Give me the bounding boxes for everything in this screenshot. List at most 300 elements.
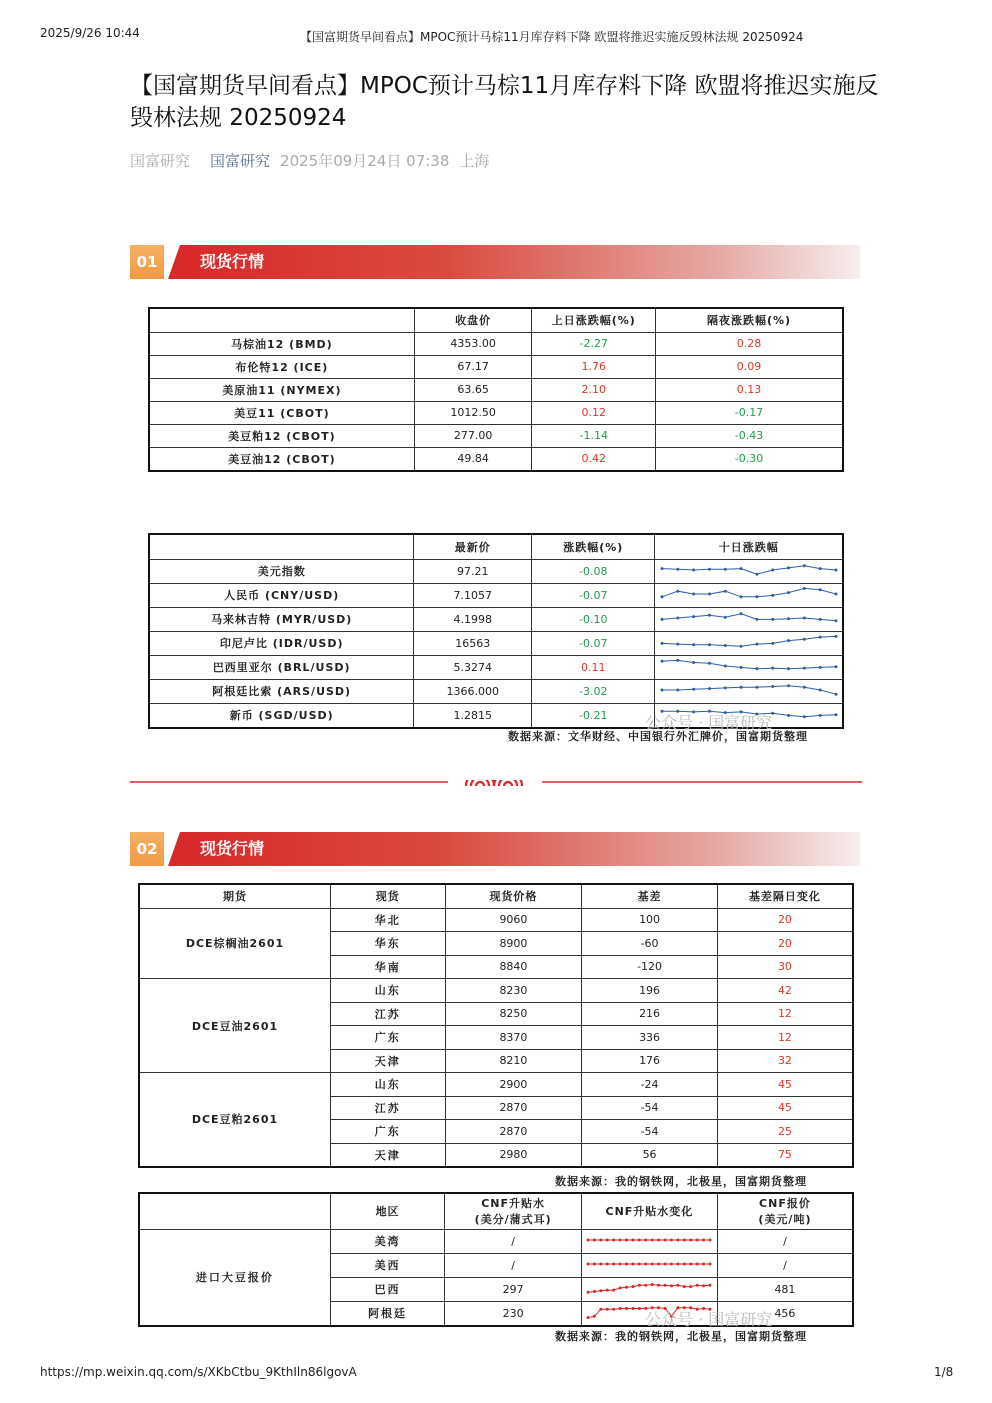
basis-change: 42	[717, 979, 853, 1003]
sparkline-point	[692, 615, 695, 618]
overnight-change: 0.28	[656, 332, 843, 355]
spot-region: 广东	[330, 1120, 445, 1144]
section-bar	[168, 832, 860, 866]
header-line: (美分/蒲式耳)	[474, 1213, 552, 1227]
sparkline-point	[834, 634, 837, 637]
header-cell: 隔夜涨跌幅(%)	[656, 308, 843, 332]
cnf-quote: /	[717, 1229, 853, 1253]
sparkline-point	[834, 568, 837, 571]
sparkline-point	[625, 1307, 628, 1310]
spot-region: 山东	[330, 1073, 445, 1097]
sparkline-point	[803, 564, 806, 567]
origin-region: 巴西	[330, 1277, 445, 1301]
table-row	[149, 447, 843, 471]
sparkline	[582, 1254, 716, 1274]
instrument-name: 马棕油12 (BMD)	[149, 332, 414, 355]
instrument-name: 美豆油12 (CBOT)	[149, 447, 414, 471]
article-date: 2025年09月24日 07:38	[280, 152, 450, 170]
sparkline-point	[787, 667, 790, 670]
instrument-name: 美豆粕12 (CBOT)	[149, 424, 414, 447]
print-page-title: 【国富期货早间看点】MPOC预计马棕11月库存料下降 欧盟将推迟实施反毁林法规 20250924	[300, 30, 804, 44]
sparkline-point	[638, 1238, 641, 1241]
latest-price: 1.2815	[414, 703, 532, 728]
sparkline-point	[677, 1283, 680, 1286]
sparkline-point	[587, 1262, 590, 1265]
sparkline-point	[658, 1238, 661, 1241]
basis-value: 216	[582, 1002, 718, 1026]
section-number: 02	[130, 832, 164, 866]
sparkline-point	[606, 1262, 609, 1265]
sparkline-point	[606, 1238, 609, 1241]
sparkline-point	[677, 1262, 680, 1265]
origin-region: 美西	[330, 1253, 445, 1277]
sparkline-point	[606, 1307, 609, 1310]
sparkline-point	[724, 567, 727, 570]
change-percent: 0.11	[532, 655, 655, 679]
cnf-quote: 481	[717, 1277, 853, 1301]
sparkline-point	[696, 1238, 699, 1241]
sparkline-point	[708, 592, 711, 595]
sparkline-point	[787, 713, 790, 716]
sparkline-point	[645, 1238, 648, 1241]
basis-value: 56	[582, 1143, 718, 1167]
sparkline-point	[818, 588, 821, 591]
basis-change: 30	[717, 955, 853, 979]
basis-value: 336	[582, 1026, 718, 1050]
sparkline	[656, 584, 842, 604]
sparkline-point	[677, 1238, 680, 1241]
sparkline-point	[613, 1288, 616, 1291]
futures-table	[148, 307, 844, 472]
table-row	[149, 424, 843, 447]
table-row	[149, 583, 843, 607]
sparkline-point	[709, 1262, 712, 1265]
sparkline-point	[690, 1262, 693, 1265]
sparkline-point	[803, 586, 806, 589]
sparkline-point	[690, 1285, 693, 1288]
close-price: 63.65	[414, 378, 532, 401]
table-row	[139, 1073, 853, 1097]
sparkline-point	[658, 1283, 661, 1286]
sparkline-point	[676, 589, 679, 592]
close-price: 4353.00	[414, 332, 532, 355]
change-percent: -3.02	[532, 679, 655, 703]
sparkline-point	[676, 616, 679, 619]
spot-price: 2900	[445, 1073, 582, 1097]
sparkline	[656, 632, 842, 652]
basis-change: 20	[717, 908, 853, 932]
basis-value: -54	[582, 1096, 718, 1120]
basis-change: 20	[717, 932, 853, 956]
ten-day-trend	[655, 583, 843, 607]
sparkline	[656, 656, 842, 676]
currency-name: 印尼卢比 (IDR/USD)	[149, 631, 414, 655]
spot-price: 2980	[445, 1143, 582, 1167]
sparkline-point	[676, 688, 679, 691]
sparkline-point	[834, 619, 837, 622]
sparkline-point	[724, 644, 727, 647]
sparkline-point	[724, 615, 727, 618]
sparkline	[582, 1230, 716, 1250]
overnight-change: -0.17	[656, 401, 843, 424]
sparkline	[582, 1278, 716, 1298]
basis-change: 25	[717, 1120, 853, 1144]
spot-price: 8230	[445, 979, 582, 1003]
sparkline-point	[739, 644, 742, 647]
futures-contract: DCE棕榈油2601	[139, 908, 330, 979]
sparkline-point	[587, 1238, 590, 1241]
fx-table	[148, 533, 844, 729]
sparkline-point	[724, 664, 727, 667]
prev-day-change: -1.14	[532, 424, 656, 447]
origin-region: 美湾	[330, 1229, 445, 1253]
basis-change: 45	[717, 1073, 853, 1097]
change-percent: -0.07	[532, 631, 655, 655]
ten-day-trend	[655, 607, 843, 631]
latest-price: 16563	[414, 631, 532, 655]
section-number: 01	[130, 245, 164, 279]
sparkline-point	[645, 1283, 648, 1286]
sparkline-point	[755, 595, 758, 598]
overnight-change: 0.09	[656, 355, 843, 378]
sparkline-point	[708, 567, 711, 570]
sparkline-point	[724, 589, 727, 592]
spot-price: 2870	[445, 1096, 582, 1120]
spot-price: 8900	[445, 932, 582, 956]
sparkline-point	[771, 666, 774, 669]
article-author: 国富研究	[130, 152, 191, 170]
prev-day-change: 0.42	[532, 447, 656, 471]
sparkline-point	[651, 1238, 654, 1241]
table-row	[149, 679, 843, 703]
sparkline-point	[676, 642, 679, 645]
basis-table	[138, 883, 854, 1168]
sparkline-point	[803, 685, 806, 688]
basis-value: 100	[582, 908, 718, 932]
currency-name: 新币 (SGD/USD)	[149, 703, 414, 728]
header-cell: 现货	[330, 884, 445, 908]
currency-name: 阿根廷比索 (ARS/USD)	[149, 679, 414, 703]
cnf-premium-trend	[581, 1253, 717, 1277]
instrument-name: 美原油11 (NYMEX)	[149, 378, 414, 401]
sparkline-point	[660, 567, 663, 570]
ten-day-trend	[655, 679, 843, 703]
sparkline-point	[724, 686, 727, 689]
currency-name: 马来林吉特 (MYR/USD)	[149, 607, 414, 631]
header-line: CNF升贴水	[481, 1197, 546, 1211]
cnf-premium: 297	[445, 1277, 582, 1301]
sparkline-point	[638, 1307, 641, 1310]
sparkline-point	[676, 658, 679, 661]
sparkline-point	[670, 1284, 673, 1287]
sparkline-point	[702, 1262, 705, 1265]
header-cell: CNF升贴水变化	[581, 1193, 717, 1229]
close-price: 49.84	[414, 447, 532, 471]
section-header-01	[130, 245, 860, 279]
sparkline-point	[600, 1238, 603, 1241]
sparkline-point	[818, 635, 821, 638]
sparkline-point	[660, 659, 663, 662]
sparkline-point	[755, 642, 758, 645]
sparkline-point	[771, 593, 774, 596]
sparkline-point	[632, 1285, 635, 1288]
spot-price: 8250	[445, 1002, 582, 1026]
futures-contract: DCE豆粕2601	[139, 1073, 330, 1167]
instrument-name: 布伦特12 (ICE)	[149, 355, 414, 378]
overnight-change: -0.43	[656, 424, 843, 447]
latest-price: 97.21	[414, 559, 532, 583]
sparkline-point	[593, 1262, 596, 1265]
header-line: (美元/吨)	[758, 1213, 812, 1227]
table-row	[149, 378, 843, 401]
basis-value: -24	[582, 1073, 718, 1097]
ten-day-trend	[655, 631, 843, 655]
sparkline-point	[709, 1238, 712, 1241]
prev-day-change: -2.27	[532, 332, 656, 355]
table-row	[149, 332, 843, 355]
sparkline-point	[696, 1262, 699, 1265]
change-percent: -0.10	[532, 607, 655, 631]
basis-value: 196	[582, 979, 718, 1003]
sparkline-point	[613, 1307, 616, 1310]
sparkline-point	[834, 713, 837, 716]
sparkline-point	[600, 1307, 603, 1310]
change-percent: -0.21	[532, 703, 655, 728]
cnf-quote: /	[717, 1253, 853, 1277]
change-percent: -0.08	[532, 559, 655, 583]
latest-price: 7.1057	[414, 583, 532, 607]
currency-name: 人民币 (CNY/USD)	[149, 583, 414, 607]
ten-day-trend	[655, 655, 843, 679]
header-cell	[139, 1193, 330, 1229]
sparkline-point	[818, 665, 821, 668]
table-row	[139, 1229, 853, 1253]
currency-name: 美元指数	[149, 559, 414, 583]
sparkline-point	[702, 1284, 705, 1287]
table-row	[149, 401, 843, 424]
sparkline-point	[818, 713, 821, 716]
sparkline-point	[787, 639, 790, 642]
prev-day-change: 1.76	[532, 355, 656, 378]
sparkline-point	[803, 666, 806, 669]
sparkline-point	[787, 617, 790, 620]
close-price: 1012.50	[414, 401, 532, 424]
account-link[interactable]: 国富研究	[210, 152, 271, 170]
header-cell: 十日涨跌幅	[655, 534, 843, 559]
sparkline-point	[670, 1262, 673, 1265]
sparkline-point	[739, 567, 742, 570]
sparkline-point	[625, 1262, 628, 1265]
currency-name: 巴西里亚尔 (BRL/USD)	[149, 655, 414, 679]
sparkline-point	[625, 1285, 628, 1288]
cnf-premium: /	[445, 1229, 582, 1253]
table-row	[149, 631, 843, 655]
header-cell: 收盘价	[414, 308, 532, 332]
sparkline-point	[683, 1262, 686, 1265]
sparkline-point	[660, 617, 663, 620]
section-divider	[130, 780, 862, 810]
basis-value: 176	[582, 1049, 718, 1073]
sparkline-point	[613, 1262, 616, 1265]
sparkline-point	[593, 1314, 596, 1317]
basis-value: -54	[582, 1120, 718, 1144]
article-meta	[130, 150, 499, 171]
sparkline-point	[755, 667, 758, 670]
sparkline-point	[638, 1262, 641, 1265]
sparkline-point	[709, 1283, 712, 1286]
sparkline-point	[660, 688, 663, 691]
latest-price: 1366.000	[414, 679, 532, 703]
sparkline-point	[692, 643, 695, 646]
sparkline-point	[690, 1238, 693, 1241]
sparkline-point	[708, 613, 711, 616]
section-header-02	[130, 832, 860, 866]
article-title: 【国富期货早间看点】MPOC预计马棕11月库存料下降 欧盟将推迟实施反毁林法规 20250924	[130, 73, 879, 131]
sparkline-point	[696, 1283, 699, 1286]
spot-region: 天津	[330, 1049, 445, 1073]
header-cell	[445, 1193, 582, 1229]
close-price: 277.00	[414, 424, 532, 447]
sparkline	[656, 608, 842, 628]
header-cell: 基差	[582, 884, 718, 908]
sparkline-point	[787, 684, 790, 687]
article-location: 上海	[459, 152, 490, 170]
header-cell: 上日涨跌幅(%)	[532, 308, 656, 332]
sparkline-point	[619, 1262, 622, 1265]
cnf-premium: /	[445, 1253, 582, 1277]
basis-value: -120	[582, 955, 718, 979]
sparkline-point	[787, 566, 790, 569]
cnf-quote: 456	[717, 1301, 853, 1326]
sparkline	[656, 560, 842, 580]
header-cell: 地区	[330, 1193, 445, 1229]
sparkline-point	[771, 568, 774, 571]
spot-price: 8210	[445, 1049, 582, 1073]
sparkline-point	[651, 1262, 654, 1265]
sparkline-point	[683, 1285, 686, 1288]
change-percent: -0.07	[532, 583, 655, 607]
watermark: 公众号 · 国富研究	[645, 713, 773, 732]
sparkline-point	[692, 687, 695, 690]
basis-change: 12	[717, 1026, 853, 1050]
ten-day-trend	[655, 559, 843, 583]
sparkline-point	[739, 685, 742, 688]
spot-region: 华东	[330, 932, 445, 956]
table-row	[149, 607, 843, 631]
overnight-change: 0.13	[656, 378, 843, 401]
data-source-note: 数据来源：我的钢铁网，北极星，国富期货整理	[555, 1175, 807, 1188]
table-row	[149, 355, 843, 378]
sparkline-point	[660, 641, 663, 644]
header-cell	[717, 1193, 853, 1229]
basis-change: 75	[717, 1143, 853, 1167]
sparkline-point	[803, 637, 806, 640]
sparkline-point	[771, 617, 774, 620]
spot-price: 9060	[445, 908, 582, 932]
sparkline-point	[755, 572, 758, 575]
sparkline-point	[702, 1238, 705, 1241]
sparkline-point	[606, 1288, 609, 1291]
section-label: 现货行情	[200, 839, 265, 858]
sparkline-point	[676, 567, 679, 570]
spot-price: 8840	[445, 955, 582, 979]
sparkline-point	[660, 595, 663, 598]
spot-region: 江苏	[330, 1096, 445, 1120]
sparkline-point	[771, 685, 774, 688]
spot-region: 广东	[330, 1026, 445, 1050]
quote-category: 进口大豆报价	[139, 1229, 330, 1326]
header-cell	[149, 308, 414, 332]
sparkline-point	[638, 1283, 641, 1286]
section-bar	[168, 245, 860, 279]
spot-price: 8370	[445, 1026, 582, 1050]
sparkline-point	[632, 1262, 635, 1265]
sparkline-point	[593, 1290, 596, 1293]
section-label: 现货行情	[200, 252, 265, 271]
sparkline-point	[587, 1290, 590, 1293]
sparkline-point	[632, 1238, 635, 1241]
header-cell: 最新价	[414, 534, 532, 559]
sparkline-point	[739, 595, 742, 598]
sparkline-point	[708, 687, 711, 690]
sparkline-point	[787, 591, 790, 594]
cnf-premium-trend	[581, 1229, 717, 1253]
table-row	[149, 559, 843, 583]
sparkline-point	[818, 567, 821, 570]
spot-region: 山东	[330, 979, 445, 1003]
sparkline-point	[664, 1238, 667, 1241]
sparkline-point	[651, 1283, 654, 1286]
sparkline-point	[600, 1289, 603, 1292]
spot-region: 江苏	[330, 1002, 445, 1026]
instrument-name: 美豆11 (CBOT)	[149, 401, 414, 424]
spot-price: 2870	[445, 1120, 582, 1144]
sparkline-point	[739, 665, 742, 668]
watermark: 公众号 · 国富研究	[645, 1310, 773, 1329]
sparkline-point	[619, 1307, 622, 1310]
close-price: 67.17	[414, 355, 532, 378]
futures-contract: DCE豆油2601	[139, 979, 330, 1073]
overnight-change: -0.30	[656, 447, 843, 471]
sparkline-point	[818, 688, 821, 691]
sparkline-point	[625, 1238, 628, 1241]
header-line: CNF报价	[759, 1197, 811, 1211]
table-row	[149, 655, 843, 679]
sparkline-point	[755, 617, 758, 620]
sparkline-point	[593, 1238, 596, 1241]
header-cell: 期货	[139, 884, 330, 908]
header-cell: 涨跌幅(%)	[532, 534, 655, 559]
header-cell	[149, 534, 414, 559]
sparkline-point	[645, 1262, 648, 1265]
data-source-note: 数据来源：我的钢铁网，北极星，国富期货整理	[555, 1330, 807, 1343]
print-datetime: 2025/9/26 10:44	[40, 26, 140, 40]
prev-day-change: 0.12	[532, 401, 656, 424]
header-cell: 现货价格	[445, 884, 582, 908]
sparkline-point	[632, 1307, 635, 1310]
latest-price: 4.1998	[414, 607, 532, 631]
origin-region: 阿根廷	[330, 1301, 445, 1326]
header-cell: 基差隔日变化	[717, 884, 853, 908]
sparkline-point	[834, 692, 837, 695]
basis-change: 32	[717, 1049, 853, 1073]
sparkline-point	[755, 685, 758, 688]
sparkline-point	[771, 641, 774, 644]
prev-day-change: 2.10	[532, 378, 656, 401]
sparkline-point	[708, 661, 711, 664]
basis-change: 45	[717, 1096, 853, 1120]
basis-change: 12	[717, 1002, 853, 1026]
